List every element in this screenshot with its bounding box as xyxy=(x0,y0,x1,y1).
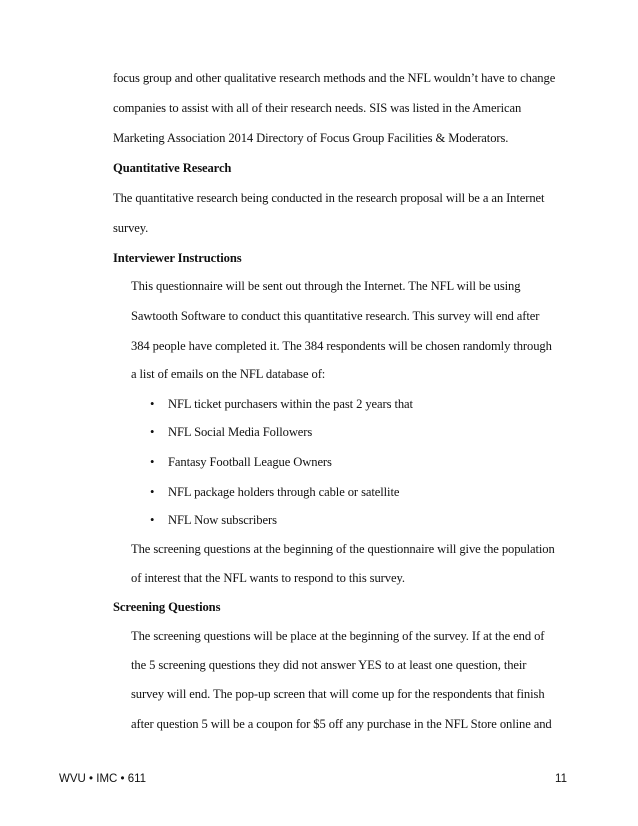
body-text-line: survey. xyxy=(113,221,149,235)
bullet-list-item: NFL ticket purchasers within the past 2 years that xyxy=(168,397,413,411)
bullet-list-item: NFL package holders through cable or satellite xyxy=(168,485,400,499)
body-text-line: Marketing Association 2014 Directory of Focus Group Facilities & Moderators. xyxy=(113,131,509,145)
body-text-line: of interest that the NFL wants to respond to this survey. xyxy=(131,571,405,585)
bullet-icon: • xyxy=(150,397,155,411)
body-text-line: Sawtooth Software to conduct this quantitative research. This survey will end after xyxy=(131,309,540,323)
bullet-list-item: Fantasy Football League Owners xyxy=(168,455,332,469)
bullet-icon: • xyxy=(150,455,155,469)
bullet-icon: • xyxy=(150,425,155,439)
bullet-list-item: NFL Social Media Followers xyxy=(168,425,313,439)
body-text-line: a list of emails on the NFL database of: xyxy=(131,367,326,381)
section-heading-quantitative-research: Quantitative Research xyxy=(113,161,232,175)
bullet-icon: • xyxy=(150,513,155,527)
body-text-line: focus group and other qualitative research methods and the NFL wouldn’t have to change xyxy=(113,71,556,85)
body-text-line: This questionnaire will be sent out through the Internet. The NFL will be using xyxy=(131,279,521,293)
body-text-line: the 5 screening questions they did not answer YES to at least one question, their xyxy=(131,658,527,672)
body-text-line: survey will end. The pop-up screen that will come up for the respondents that finish xyxy=(131,687,545,701)
footer-course-label: WVU • IMC • 611 xyxy=(59,773,147,785)
bullet-list-item: NFL Now subscribers xyxy=(168,513,277,527)
section-heading-screening-questions: Screening Questions xyxy=(113,600,221,614)
section-heading-interviewer-instructions: Interviewer Instructions xyxy=(113,251,242,265)
bullet-icon: • xyxy=(150,485,155,499)
page-number: 11 xyxy=(555,773,567,785)
body-text-line: 384 people have completed it. The 384 respondents will be chosen randomly through xyxy=(131,339,552,353)
body-text-line: companies to assist with all of their research needs. SIS was listed in the American xyxy=(113,101,522,115)
body-text-line: The screening questions at the beginning of the questionnaire will give the population xyxy=(131,542,555,556)
body-text-line: after question 5 will be a coupon for $5 off any purchase in the NFL Store online and xyxy=(131,717,552,731)
body-text-line: The quantitative research being conducted in the research proposal will be a an Internet xyxy=(113,191,545,205)
body-text-line: The screening questions will be place at the beginning of the survey. If at the end of xyxy=(131,629,545,643)
